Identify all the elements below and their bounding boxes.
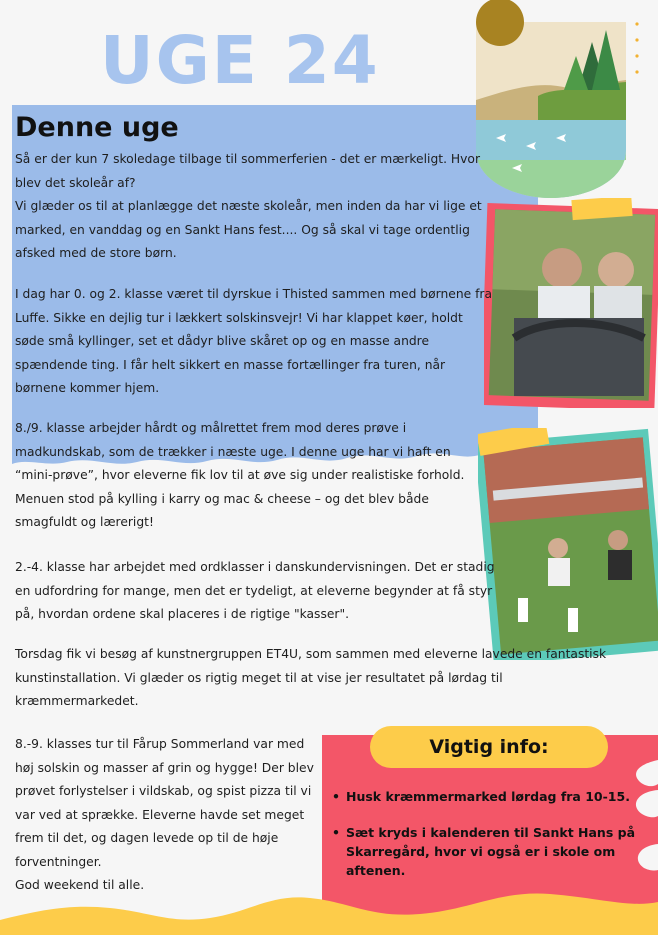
outdoor-art-photo	[478, 428, 658, 660]
section-heading: Denne uge	[15, 112, 179, 143]
week-title: UGE 24	[100, 22, 380, 99]
decorative-dots	[633, 20, 641, 80]
intro-text	[15, 148, 495, 266]
paragraph-1: Så er der kun 7 skoledage tilbage til sommerferien - det er mærkeligt. Hvor blev det skoleår af?	[15, 152, 480, 190]
paragraph-4: 8./9. klasse arbejder hårdt og målrettet frem mod deres prøve i madkundskab, som de trækker i næste uge. I denne uge har vi haft en “mini-prøve”, hvor eleverne fik lov til at øve sig under realistiske forhold. Menuen stod på kylling i karry og mac & cheese – og det blev både smagfuldt og lærerigt!	[15, 421, 465, 529]
info-item: • Sæt kryds i kalenderen til Sankt Hans på Skarregård, hvor vi også er i skole om aftenen.	[330, 823, 640, 880]
paragraph-8: God weekend til alle.	[15, 878, 145, 892]
paragraph-5: 2.-4. klasse har arbejdet med ordklasser i danskundervisningen. Det er stadig en udfordring for mange, men det er tydeligt, at eleverne begynder at få styr på, hvordan ordene skal placeres i de rigtige "kasser".	[15, 560, 495, 621]
bottom-waves	[0, 860, 658, 935]
paragraph-2: Vi glæder os til at planlægge det næste skoleår, men inden da har vi lige et marked, en vanddag og en Sankt Hans fest.... Og så skal vi tage ordentlig afsked med de store børn.	[15, 199, 482, 260]
paragraph-3: I dag har 0. og 2. klasse været til dyrskue i Thisted sammen med børnene fra Luffe. Sikke en dejlig tur i lækkert solskinsvejr! Vi har klappet køer, holdt søde små kyllinger, set et dådyr blive skåret op og en masse andre spændende ting. I får helt sikkert en masse fortællinger fra turen, når børnene kommer hjem.	[15, 287, 493, 395]
info-item: • Husk kræmmermarked lørdag fra 10-15.	[330, 787, 640, 806]
amusement-ride-photo	[484, 198, 658, 408]
paragraph-6: Torsdag fik vi besøg af kunstnergruppen ET4U, som sammen med eleverne lavede en fantastisk kunstinstallation. Vi glæder os rigtig meget til at vise jer resultatet på lørdag til kræmmermarkedet.	[15, 647, 607, 708]
paragraph-7: 8.-9. klasses tur til Fårup Sommerland var med høj solskin og masser af grin og hygge! Der blev prøvet forlystelser i vildskab, og spist pizza til vi var ved at sprække. Eleverne havde set meget frem til det, og dagen levede op til de høje forventninger.	[15, 737, 314, 869]
info-title: Vigtig info:	[429, 736, 549, 758]
